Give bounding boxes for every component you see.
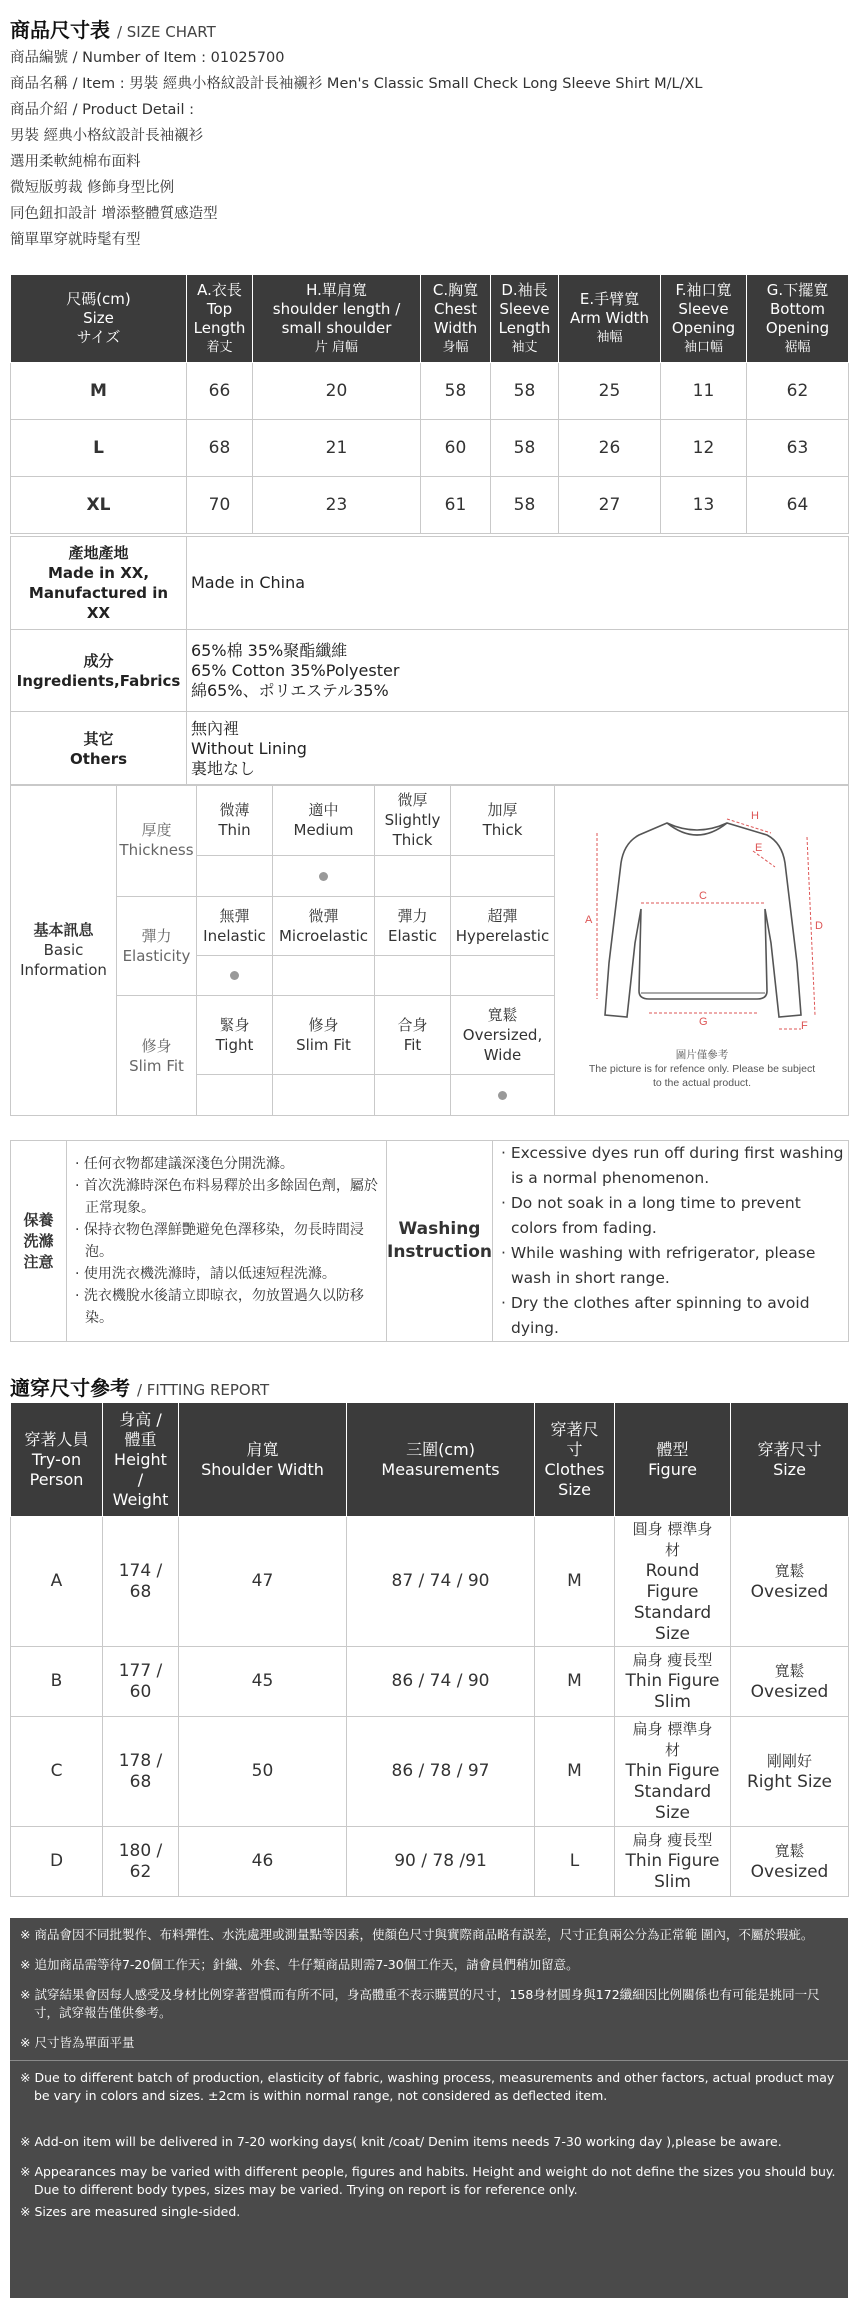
fit-select-cell (375, 1075, 451, 1116)
cell: 60 (421, 420, 491, 477)
detail-line: 簡單單穿就時髦有型 (10, 232, 141, 248)
care-table (10, 1140, 849, 1342)
selected-dot (230, 971, 239, 980)
wear-size: 寬鬆 Ovesized (731, 1647, 849, 1717)
ingredients-row (11, 630, 849, 712)
care-zh-item: · 洗衣機脫水後請立即晾衣，勿放置過久以防移染。 (75, 1288, 364, 1326)
height-weight: 178 / 68 (103, 1717, 179, 1827)
person: D (11, 1827, 103, 1897)
note-en: ※ Appearances may be varied with different people, figures and habits. Height and weight do not define the sizes you should buy. Due to different body types, sizes may be varied. Trying on report is for reference only. (20, 2164, 836, 2197)
col-shoulder: H.單肩寬 shoulder length / small shoulder 片 肩幅 (253, 275, 421, 363)
shoulder: 47 (179, 1517, 347, 1647)
care-en-item: · Do not soak in a long time to prevent colors from fading. (501, 1194, 801, 1237)
person: B (11, 1647, 103, 1717)
origin-value: Made in China (187, 537, 849, 630)
thickness-slightly-thick: 微厚 Slightly Thick (375, 785, 451, 856)
diagram-letter-f: F (800, 1019, 808, 1032)
fit-select-cell (451, 1075, 555, 1116)
measure-h-line (727, 819, 771, 833)
clothes-size: M (535, 1717, 615, 1827)
note-en: ※ Add-on item will be delivered in 7-20 working days( knit /coat/ Denim items needs 7-30 working day ),please be aware. (20, 2134, 782, 2149)
diagram-letter-e: E (754, 841, 762, 854)
wear-size: 寬鬆 Ovesized (731, 1827, 849, 1897)
diagram-caption-en: The picture is for refence only. Please be subject (588, 1062, 815, 1075)
elasticity-inelastic: 無彈 Inelastic (197, 896, 273, 955)
origin-row (11, 537, 849, 630)
col-measurements: 三圍(cm) Measurements (347, 1403, 535, 1517)
fit-oversized: 寬鬆 Oversized, Wide (451, 996, 555, 1075)
cell: 68 (187, 420, 253, 477)
note-zh: ※ 試穿結果會因每人感受及身材比例穿著習慣而有所不同，身高體重不表示購買的尺寸，158身材圓身與172纖細因比例關係也有可能是挑同一尺寸，試穿報告僅供參考。 (20, 1987, 820, 2020)
item-number: 商品編號 / Number of Item : 01025700 (10, 50, 285, 66)
others-value: 無內裡 Without Lining 裏地なし (187, 712, 849, 786)
diagram-letter-h: H (750, 809, 759, 822)
col-figure: 體型 Figure (615, 1403, 731, 1517)
care-zh-item: · 任何衣物都建議深淺色分開洗滌。 (75, 1156, 294, 1172)
person: C (11, 1717, 103, 1827)
clothes-size: L (535, 1827, 615, 1897)
elasticity-elastic: 彈力 Elastic (375, 896, 451, 955)
col-sleeve-length: D.袖長 Sleeve Length 袖丈 (491, 275, 559, 363)
table-row (11, 477, 849, 534)
detail-line: 微短版剪裁 修飾身型比例 (10, 180, 175, 196)
height-weight: 177 / 60 (103, 1647, 179, 1717)
col-arm-width: E.手臂寬 Arm Width 袖幅 (559, 275, 661, 363)
elasticity-select-cell (375, 955, 451, 996)
origin-label: 產地產地 Made in XX, Manufactured in XX (11, 537, 187, 630)
shoulder: 45 (179, 1647, 347, 1717)
basic-info-table (10, 784, 849, 1116)
detail-line: 同色鈕扣設計 增添整體質感造型 (10, 206, 218, 222)
thickness-select-cell (273, 856, 375, 897)
note-zh: ※ 商品會因不同批製作、布料彈性、水洗處理或測量點等因素，使顏色尺寸與實際商品略有誤差，尺寸正負兩公分為正常範 圍內，不屬於瑕疵。 (20, 1927, 814, 1942)
ingredients-value: 65%棉 35%聚酯纖維 65% Cotton 35%Polyester 綿65%、ポリエステル35% (187, 630, 849, 712)
col-shoulder-width: 肩寬 Shoulder Width (179, 1403, 347, 1517)
height-weight: 174 / 68 (103, 1517, 179, 1647)
care-label: 保養 洗滌 注意 (11, 1141, 67, 1342)
fit-tight: 緊身 Tight (197, 996, 273, 1075)
diagram-letter-d: D (814, 919, 823, 932)
col-sleeve-opening: F.袖口寬 Sleeve Opening 袖口幅 (661, 275, 747, 363)
fit-slim: 修身 Slim Fit (273, 996, 375, 1075)
care-en-list (493, 1141, 849, 1342)
care-en-item: · Dry the clothes after spinning to avoid dying. (501, 1294, 810, 1337)
size-label: M (11, 363, 187, 420)
size-table-header (11, 275, 849, 363)
col-chest: C.胸寬 Chest Width 身幅 (421, 275, 491, 363)
selected-dot (319, 872, 328, 881)
note-en: ※ Due to different batch of production, elasticity of fabric, washing process, measurements and other factors, actual product may be vary in colors and sizes. ±2cm is within normal range, not considered as deflected item. (20, 2070, 835, 2103)
cell: 58 (421, 363, 491, 420)
diagram-caption-zh: 圖片僅參考 (675, 1048, 728, 1061)
note-zh: ※ 追加商品需等待7-20個工作天；針織、外套、牛仔類商品則需7-30個工作天，請會員們稍加留意。 (20, 1957, 579, 1972)
thickness-thick: 加厚 Thick (451, 785, 555, 856)
cell: 62 (747, 363, 849, 420)
diagram-letter-c: C (698, 889, 707, 902)
measure-d-line (807, 837, 815, 1015)
col-height-weight: 身高 / 體重 Height / Weight (103, 1403, 179, 1517)
wear-size: 寬鬆 Ovesized (731, 1517, 849, 1647)
size-label: XL (11, 477, 187, 534)
extra-info-table (10, 536, 849, 786)
table-row (11, 1517, 849, 1647)
care-zh-list (67, 1141, 387, 1342)
clothes-size: M (535, 1517, 615, 1647)
garment-diagram (555, 785, 849, 1116)
cell: 58 (491, 420, 559, 477)
thickness-label: 厚度 Thickness (117, 785, 197, 897)
collar (667, 823, 727, 835)
fitting-table (10, 1402, 849, 1897)
thickness-select-cell (451, 856, 555, 897)
fitting-report-title: 適穿尺寸參考 / FITTING REPORT (10, 1376, 270, 1400)
care-en-item: · While washing with refrigerator, please wash in short range. (501, 1244, 816, 1287)
cell: 64 (747, 477, 849, 534)
table-row (11, 1827, 849, 1897)
elasticity-microelastic: 微彈 Microelastic (273, 896, 375, 955)
selected-dot (498, 1091, 507, 1100)
figure: 圓身 標準身 材 Round Figure Standard Size (615, 1517, 731, 1647)
elasticity-select-cell (451, 955, 555, 996)
elasticity-hyperelastic: 超彈 Hyperelastic (451, 896, 555, 955)
table-row (11, 363, 849, 420)
ingredients-label: 成分 Ingredients,Fabrics (11, 630, 187, 712)
item-name: 商品名稱 / Item : 男裝 經典小格紋設計長袖襯衫 Men's Classic Small Check Long Sleeve Shirt M/L/XL (10, 76, 703, 92)
thickness-select-cell (375, 856, 451, 897)
care-zh-item: · 使用洗衣機洗滌時，請以低速短程洗滌。 (75, 1266, 336, 1282)
cell: 63 (747, 420, 849, 477)
elasticity-label: 彈力 Elasticity (117, 896, 197, 995)
shirt-measure-diagram (557, 793, 847, 1103)
product-detail-label: 商品介紹 / Product Detail : (10, 102, 194, 118)
col-wear-size: 穿著尺寸 Size (731, 1403, 849, 1517)
cell: 20 (253, 363, 421, 420)
washing-instruction-label: Washing Instruction (387, 1141, 493, 1342)
measurements: 86 / 74 / 90 (347, 1647, 535, 1717)
measurements: 86 / 78 / 97 (347, 1717, 535, 1827)
table-row (11, 420, 849, 477)
figure: 扁身 標準身 材 Thin Figure Standard Size (615, 1717, 731, 1827)
height-weight: 180 / 62 (103, 1827, 179, 1897)
col-size: 尺碼(cm) Size サイズ (11, 275, 187, 363)
detail-line: 選用柔軟純棉布面料 (10, 154, 141, 170)
diagram-caption-en-2: to the actual product. (652, 1076, 751, 1089)
care-en-item: · Excessive dyes run off during first washing is a normal phenomenon. (501, 1144, 844, 1187)
figure: 扁身 瘦長型 Thin Figure Slim (615, 1827, 731, 1897)
cell: 27 (559, 477, 661, 534)
detail-line: 男裝 經典小格紋設計長袖襯衫 (10, 128, 204, 144)
note-en: ※ Sizes are measured single-sided. (20, 2204, 241, 2219)
cell: 26 (559, 420, 661, 477)
shoulder: 50 (179, 1717, 347, 1827)
elasticity-select-cell (273, 955, 375, 996)
notes-panel (10, 1918, 848, 2298)
cell: 58 (491, 477, 559, 534)
others-row (11, 712, 849, 786)
shirt-outline (605, 823, 801, 1017)
size-table (10, 274, 849, 534)
cell: 11 (661, 363, 747, 420)
page-title: 商品尺寸表 / SIZE CHART (10, 18, 216, 42)
header (10, 0, 848, 253)
cell: 12 (661, 420, 747, 477)
fit-label: 修身 Slim Fit (117, 996, 197, 1116)
care-zh-item: · 保持衣物色澤鮮艷避免色澤移染，勿長時間浸泡。 (75, 1222, 364, 1260)
cell: 23 (253, 477, 421, 534)
table-row (11, 1717, 849, 1827)
shoulder: 46 (179, 1827, 347, 1897)
col-person: 穿著人員 Try-on Person (11, 1403, 103, 1517)
thickness-medium: 適中 Medium (273, 785, 375, 856)
fitting-header (11, 1403, 849, 1517)
cell: 70 (187, 477, 253, 534)
cell: 58 (491, 363, 559, 420)
others-label: 其它 Others (11, 712, 187, 786)
fit-select-cell (197, 1075, 273, 1116)
cell: 66 (187, 363, 253, 420)
col-bottom-opening: G.下擺寬 Bottom Opening 裾幅 (747, 275, 849, 363)
care-zh-item: · 首次洗滌時深色布料易釋於出多餘固色劑，屬於正常現象。 (75, 1178, 378, 1216)
diagram-letter-a: A (584, 913, 592, 926)
fit-fit: 合身 Fit (375, 996, 451, 1075)
person: A (11, 1517, 103, 1647)
thickness-select-cell (197, 856, 273, 897)
clothes-size: M (535, 1647, 615, 1717)
cell: 61 (421, 477, 491, 534)
figure: 扁身 瘦長型 Thin Figure Slim (615, 1647, 731, 1717)
cell: 21 (253, 420, 421, 477)
thickness-thin: 微薄 Thin (197, 785, 273, 856)
basic-info-label: 基本訊息 Basic Information (11, 785, 117, 1116)
elasticity-select-cell (197, 955, 273, 996)
measurements: 90 / 78 /91 (347, 1827, 535, 1897)
size-label: L (11, 420, 187, 477)
col-top-length: A.衣長 Top Length 着丈 (187, 275, 253, 363)
measurements: 87 / 74 / 90 (347, 1517, 535, 1647)
cell: 13 (661, 477, 747, 534)
fit-select-cell (273, 1075, 375, 1116)
table-row (11, 1647, 849, 1717)
wear-size: 剛剛好 Right Size (731, 1717, 849, 1827)
cell: 25 (559, 363, 661, 420)
diagram-letter-g: G (698, 1015, 708, 1028)
note-zh: ※ 尺寸皆為單面平量 (20, 2035, 135, 2050)
col-clothes-size: 穿著尺 寸 Clothes Size (535, 1403, 615, 1517)
